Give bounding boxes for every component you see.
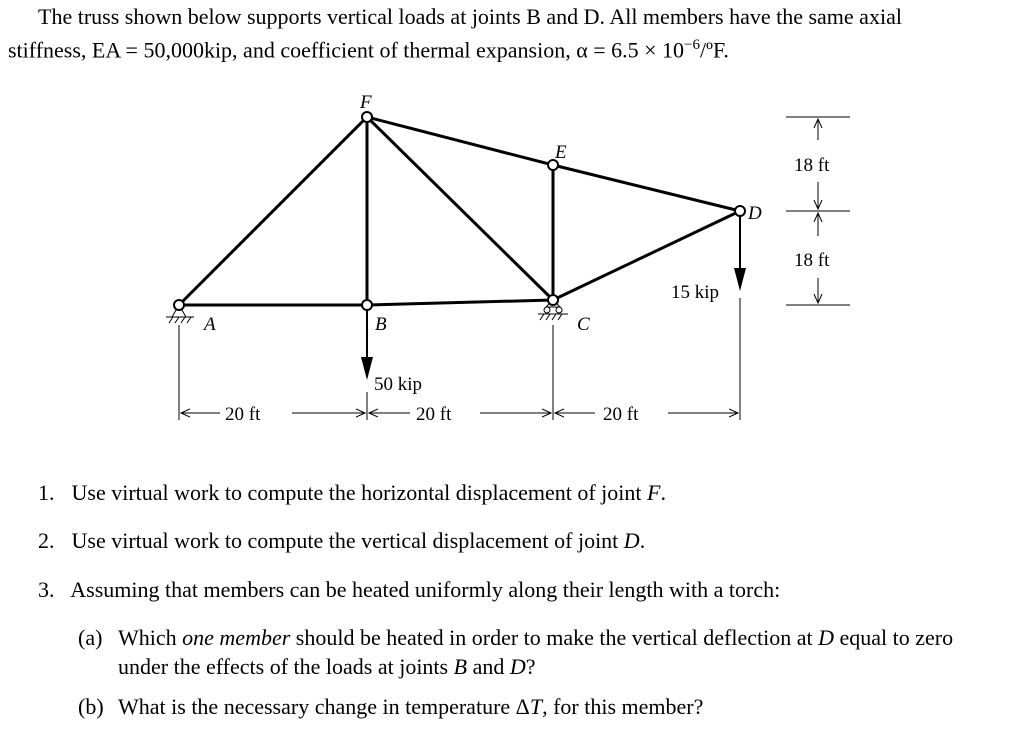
joint-B [362,300,372,310]
vertical-dimensions [786,117,850,305]
subquestion-b [78,692,1013,721]
joint-C [548,295,558,305]
intro-line-2-text: stiffness, EA = 50,000kip, and coefficient of thermal expansion, α = 6.5 × 10 [8,37,685,63]
question-text: Use virtual work to compute the vertical displacement of joint [71,528,624,553]
load-at-B [361,310,422,395]
subquestion-tag: (b) [78,694,104,719]
load-at-D [671,216,746,303]
dim-BC: 20 ft [416,404,452,425]
member-AF [179,117,367,305]
question-end: . [639,528,646,553]
label-B: B [375,314,387,335]
subquestion-tag: (a) [78,625,103,650]
intro-line-1: The truss shown below supports vertical loads at joints B and D. All members have the same axial [38,4,902,29]
subquestion-text: What is the necessary change in temperature ΔT, for this member? [118,694,704,719]
question-var: F [647,480,661,505]
question-number: 2. [38,528,55,553]
subquestion-text: Which one member should be heated in order to make the vertical deflection at D equal to zero under the effects of the loads at joints B and D? [118,625,954,679]
label-C: C [577,314,590,335]
label-F: F [360,92,372,113]
member-BC [367,300,553,305]
dim-D-to-base: 18 ft [794,250,830,271]
truss-members [179,117,740,305]
member-ED [553,165,740,211]
question-2 [38,526,645,555]
question-text: Use virtual work to compute the horizontal displacement of joint [71,480,648,505]
load-label-D: 15 kip [671,282,720,303]
horizontal-dimensions [179,298,740,420]
question-text: Assuming that members can be heated uniformly along their length with a torch: [70,577,781,602]
subquestion-a [78,623,1013,681]
load-label-B: 50 kip [374,374,423,395]
dim-CD: 20 ft [603,404,639,425]
question-number: 1. [38,480,55,505]
question-number: 3. [38,577,55,602]
question-1 [38,478,666,507]
joint-D [735,206,745,216]
question-var: D [623,528,640,553]
joint-F [362,112,372,122]
dim-AB: 20 ft [225,404,261,425]
intro-unit: /ºF. [700,37,729,63]
label-E: E [555,142,567,163]
member-FC [367,117,553,300]
question-end: . [660,480,666,505]
intro-exponent: −6 [684,37,701,53]
member-FE [367,117,553,165]
question-3 [38,575,780,604]
label-D: D [748,203,762,224]
joint-A [174,300,184,310]
dim-F-to-D: 18 ft [794,155,830,176]
label-A: A [204,314,216,335]
